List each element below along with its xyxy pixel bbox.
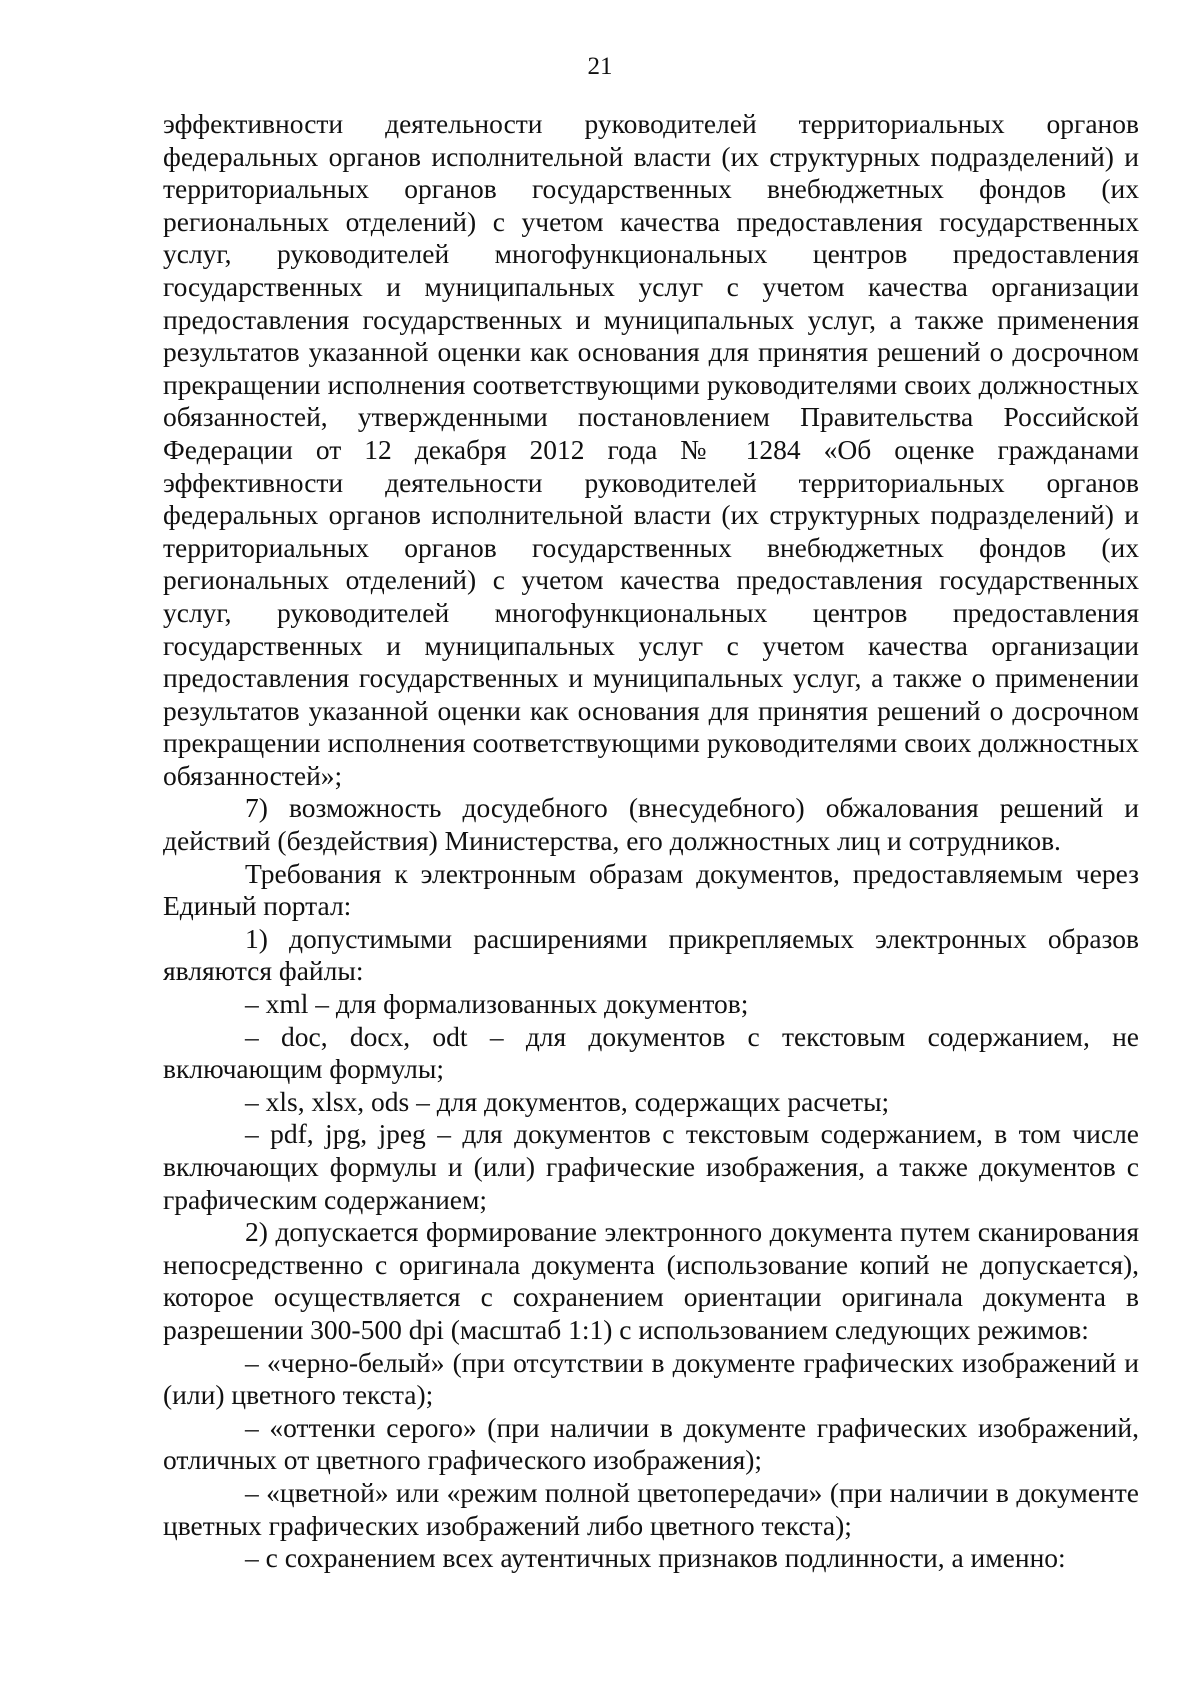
paragraph-6: – doc, docx, odt – для документов с текстовым содержанием, не включающим формулы; bbox=[163, 1020, 1139, 1085]
document-body bbox=[163, 108, 1139, 1575]
paragraph-5: – xml – для формализованных документов; bbox=[245, 988, 749, 1020]
paragraph-4: 1) допустимыми расширениями прикрепляемых электронных образов являются файлы: bbox=[163, 922, 1139, 987]
paragraph-2: 7) возможность досудебного (внесудебного) обжалования решений и действий (бездействия) Министерства, его должностных лиц и сотрудников. bbox=[163, 792, 1139, 857]
paragraph-9: 2) допускается формирование электронного документа путем сканирования непосредственно с оригинала документа (использование копий не допускается), которое осуществляется с сохранением ориентации оригинала документа в разрешении 300-500 dpi (масштаб 1:1) с использованием следующих режимов: bbox=[163, 1216, 1139, 1345]
paragraph-10: – «черно-белый» (при отсутствии в документе графических изображений и (или) цветного текста); bbox=[163, 1346, 1139, 1411]
paragraph-3: Требования к электронным образам документов, предоставляемым через Единый портал: bbox=[163, 857, 1139, 922]
paragraph-8: – pdf, jpg, jpeg – для документов с текстовым содержанием, в том числе включающих формулы и (или) графические изображения, а также документов с графическим содержанием; bbox=[163, 1118, 1139, 1215]
paragraph-13: – с сохранением всех аутентичных признаков подлинности, а именно: bbox=[245, 1542, 1066, 1574]
paragraph-1: эффективности деятельности руководителей территориальных органов федеральных органов исполнительной власти (их структурных подразделений) и территориальных органов государственных внебюджетных фондов (их региональных отделений) с учетом качества предоставления государственных услуг, руководителей многофункциональных центров предоставления государственных и муниципальных услуг с учетом качества организации предоставления государственных и муниципальных услуг, а также применения результатов указанной оценки как основания для принятия решений о досрочном прекращении исполнения соответствующими руководителями своих должностных обязанностей, утвержденными постановлением Правительства Российской Федерации от 12 декабря 2012 года № 1284 «Об оценке гражданами эффективности деятельности руководителей территориальных органов федеральных органов исполнительной власти (их структурных подразделений) и территориальных органов государственных внебюджетных фондов (их региональных отделений) с учетом качества предоставления государственных услуг, руководителей многофункциональных центров предоставления государственных и муниципальных услуг с учетом качества организации предоставления государственных и муниципальных услуг, а также о применении результатов указанной оценки как основания для принятия решений о досрочном прекращении исполнения соответствующими руководителями своих должностных обязанностей»; bbox=[163, 108, 1139, 791]
paragraph-7: – xls, xlsx, ods – для документов, содержащих расчеты; bbox=[245, 1085, 890, 1117]
page-number: 21 bbox=[587, 53, 613, 80]
paragraph-12: – «цветной» или «режим полной цветопередачи» (при наличии в документе цветных графических изображений либо цветного текста); bbox=[163, 1476, 1139, 1541]
paragraph-11: – «оттенки серого» (при наличии в документе графических изображений, отличных от цветного графического изображения); bbox=[163, 1411, 1139, 1476]
